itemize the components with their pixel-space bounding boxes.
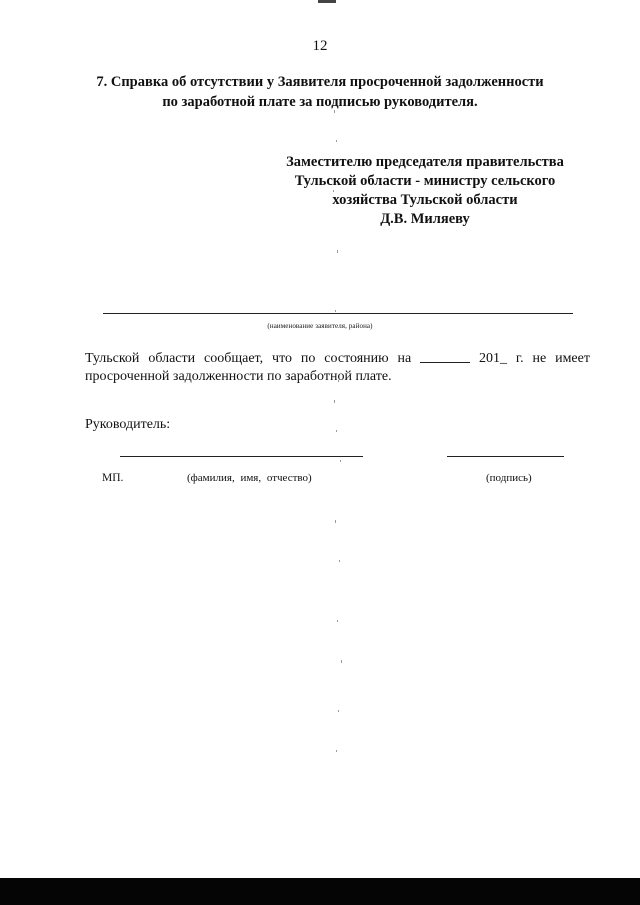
heading-line-1: 7. Справка об отсутствии у Заявителя просроченной задолженности (96, 74, 544, 90)
addressee-line-3: хозяйства Тульской области (332, 192, 518, 208)
body-line-2: просроченной задолженности по заработной плате. (85, 369, 392, 384)
body-word: по (300, 351, 316, 366)
scan-bottom-border (0, 878, 640, 905)
scan-top-mark (318, 0, 336, 3)
signature-fill-line (447, 456, 564, 457)
fio-caption: (фамилия, имя, отчество) (187, 472, 312, 484)
body-word: Тульской (85, 351, 140, 366)
head-label: Руководитель: (85, 417, 171, 432)
body-word: что (272, 351, 293, 366)
addressee-block (250, 153, 600, 229)
body-word: сообщает, (204, 351, 264, 366)
body-word: на (397, 351, 412, 366)
addressee-line-1: Заместителю председателя правительства (286, 154, 564, 170)
body-word: не (532, 351, 547, 366)
body-word: имеет (555, 351, 590, 366)
stamp-place-label: МП. (102, 472, 124, 484)
body-word: состоянию (324, 351, 389, 366)
addressee-line-4: Д.В. Миляеву (380, 211, 470, 227)
body-word: г. (515, 351, 524, 366)
page-number: 12 (312, 38, 328, 54)
body-word: области (148, 351, 196, 366)
org-name-caption: (наименование заявителя, района) (267, 322, 373, 330)
addressee-line-2: Тульской области - министру сельского (294, 173, 556, 189)
body-line-1 (85, 350, 590, 368)
org-name-fill-line (103, 313, 573, 314)
signature-caption: (подпись) (486, 472, 532, 484)
heading-line-2: по заработной плате за подписью руководителя. (162, 94, 478, 110)
date-blank (420, 350, 470, 363)
name-fill-line (120, 456, 363, 457)
document-heading (40, 72, 600, 112)
year-text: 201_ (479, 351, 508, 366)
